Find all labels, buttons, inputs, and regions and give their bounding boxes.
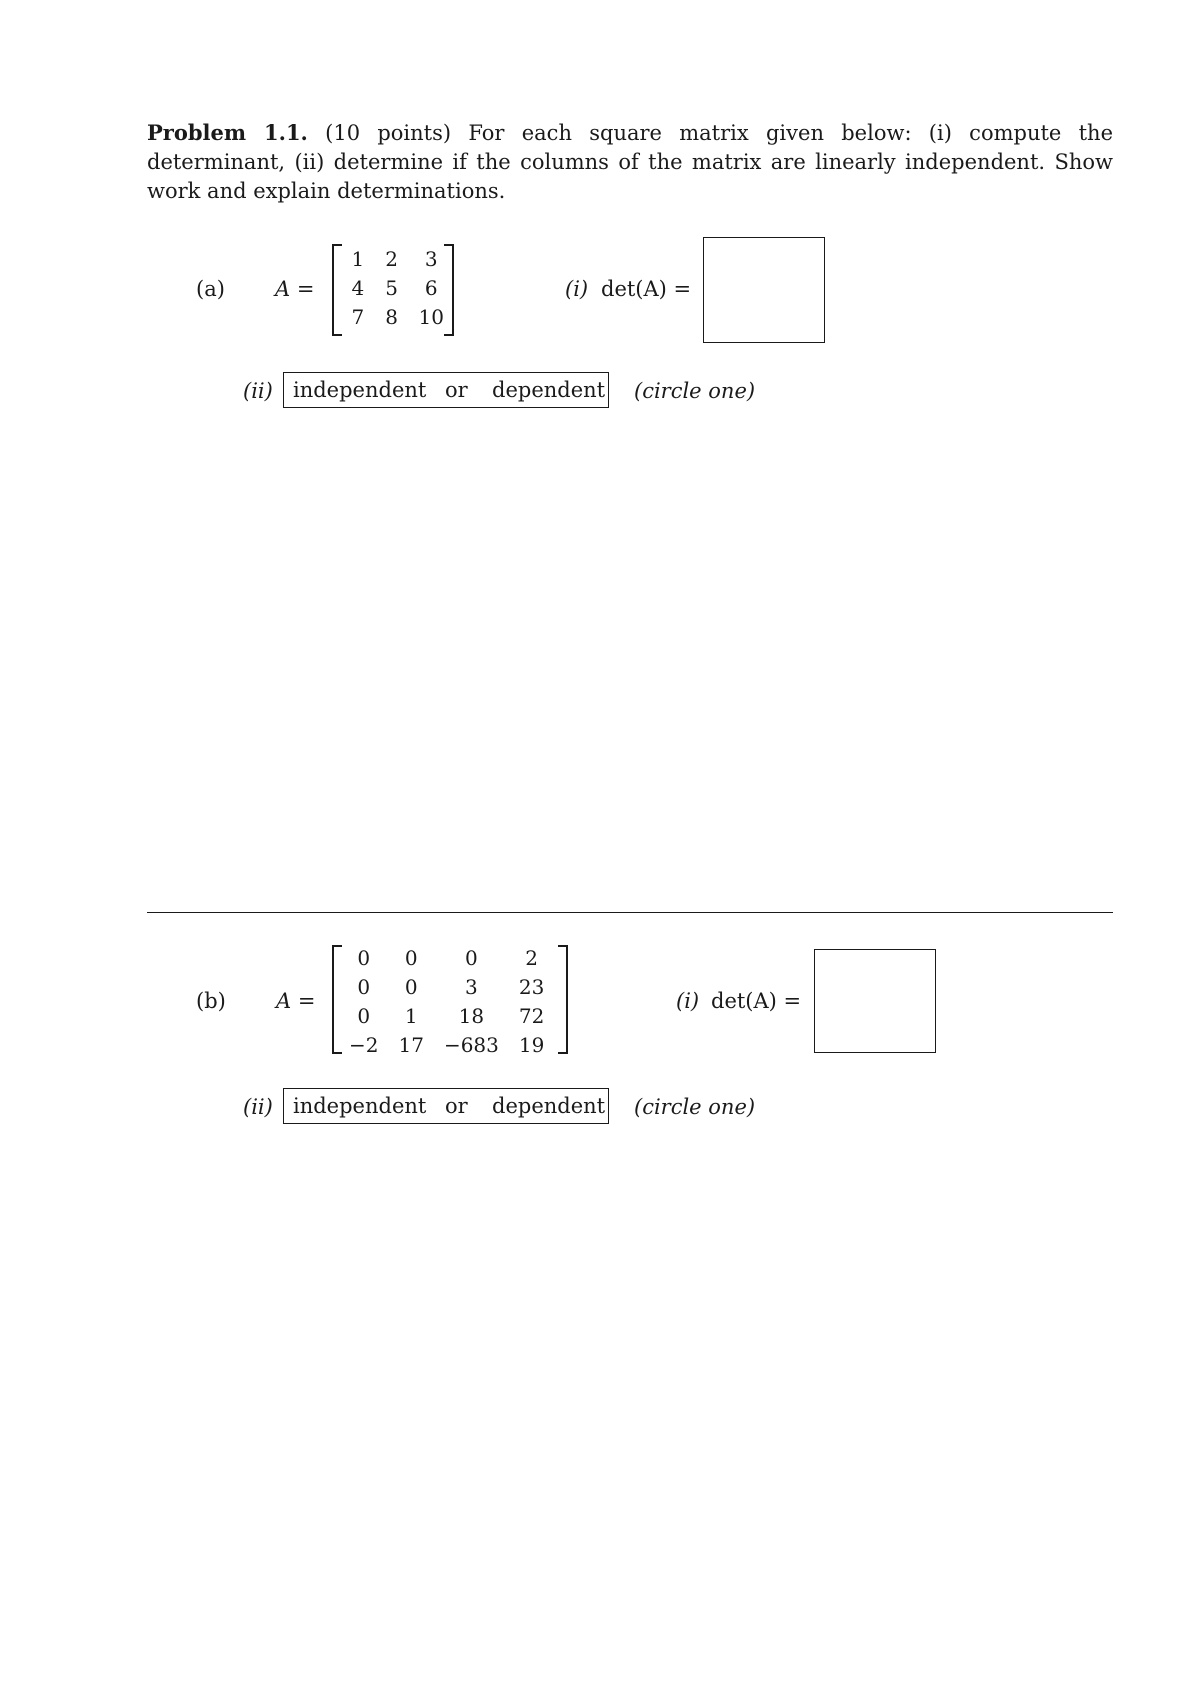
- matrix-cell: 0: [465, 946, 478, 970]
- part-b-ii-label: (ii): [243, 1095, 273, 1119]
- matrix-cell: 8: [385, 305, 399, 329]
- part-b-det-i: (i): [676, 989, 700, 1013]
- problem-statement: [147, 118, 1113, 206]
- matrix-cell: 0: [404, 975, 418, 999]
- part-a-det-label: det(A) =: [601, 277, 692, 301]
- matrix-cell: 6: [424, 276, 438, 300]
- matrix-cell: 17: [398, 1033, 424, 1057]
- matrix-cell: 3: [424, 247, 438, 271]
- matrix-row: [341, 274, 454, 303]
- part-b-option-dependent[interactable]: dependent: [492, 1094, 606, 1118]
- right-bracket: [444, 244, 454, 336]
- part-a-det-i: (i): [565, 277, 589, 301]
- part-b-instruction: (circle one): [634, 1095, 756, 1119]
- part-b-option-independent[interactable]: independent: [293, 1094, 427, 1118]
- part-a-det-answer-box[interactable]: [703, 237, 825, 343]
- matrix-cell: 5: [385, 276, 399, 300]
- matrix-cell: 3: [465, 975, 478, 999]
- matrix-cell: 0: [357, 1004, 371, 1028]
- part-b-choice-box: [283, 1088, 609, 1124]
- matrix-cell: 1: [351, 247, 365, 271]
- matrix-row: [339, 973, 554, 1002]
- matrix-cell: 18: [458, 1004, 485, 1028]
- matrix-cell: 72: [518, 1004, 545, 1028]
- matrix-cell: 2: [385, 247, 399, 271]
- matrix-cell: 7: [351, 305, 365, 329]
- matrix-row: [341, 303, 454, 332]
- right-bracket: [558, 945, 568, 1054]
- part-b-option-or: or: [445, 1094, 468, 1118]
- part-a-choice-box: [283, 372, 609, 408]
- matrix-cell: 0: [357, 975, 371, 999]
- matrix-cell: −683: [443, 1033, 499, 1057]
- matrix-cell: 4: [351, 276, 365, 300]
- problem-text: (10 points) For each square matrix given below: (i) compute the determinant, (ii) determine if the columns of the matrix are linearly independent. Show work and explain determinations.: [147, 121, 1113, 203]
- part-b-matrix: [332, 945, 568, 1057]
- matrix-row: [339, 1031, 554, 1060]
- part-a-label: (a): [196, 277, 225, 301]
- matrix-row: [339, 944, 554, 973]
- part-b-label: (b): [196, 989, 226, 1013]
- section-divider: [147, 912, 1113, 913]
- matrix-row: [341, 245, 454, 274]
- part-a-ii-label: (ii): [243, 379, 273, 403]
- matrix-cell: 23: [518, 975, 545, 999]
- part-a-option-independent[interactable]: independent: [293, 378, 427, 402]
- matrix-cell: 0: [357, 946, 371, 970]
- part-b-det-label: det(A) =: [711, 989, 802, 1013]
- matrix-cell: 19: [518, 1033, 545, 1057]
- matrix-cell: −2: [349, 1033, 379, 1057]
- matrix-cell: 10: [418, 305, 444, 329]
- matrix-row: [339, 1002, 554, 1031]
- problem-heading: Problem 1.1.: [147, 120, 308, 145]
- part-a-option-dependent[interactable]: dependent: [492, 378, 606, 402]
- part-b-matrix-lhs: A =: [276, 989, 316, 1013]
- matrix-cell: 0: [404, 946, 418, 970]
- part-a-matrix-lhs: A =: [275, 277, 315, 301]
- part-b-det-answer-box[interactable]: [814, 949, 936, 1053]
- part-a-instruction: (circle one): [634, 379, 756, 403]
- matrix-cell: 1: [404, 1004, 418, 1028]
- part-a-matrix: [332, 244, 454, 336]
- matrix-cell: 2: [525, 946, 538, 970]
- part-a-option-or: or: [445, 378, 468, 402]
